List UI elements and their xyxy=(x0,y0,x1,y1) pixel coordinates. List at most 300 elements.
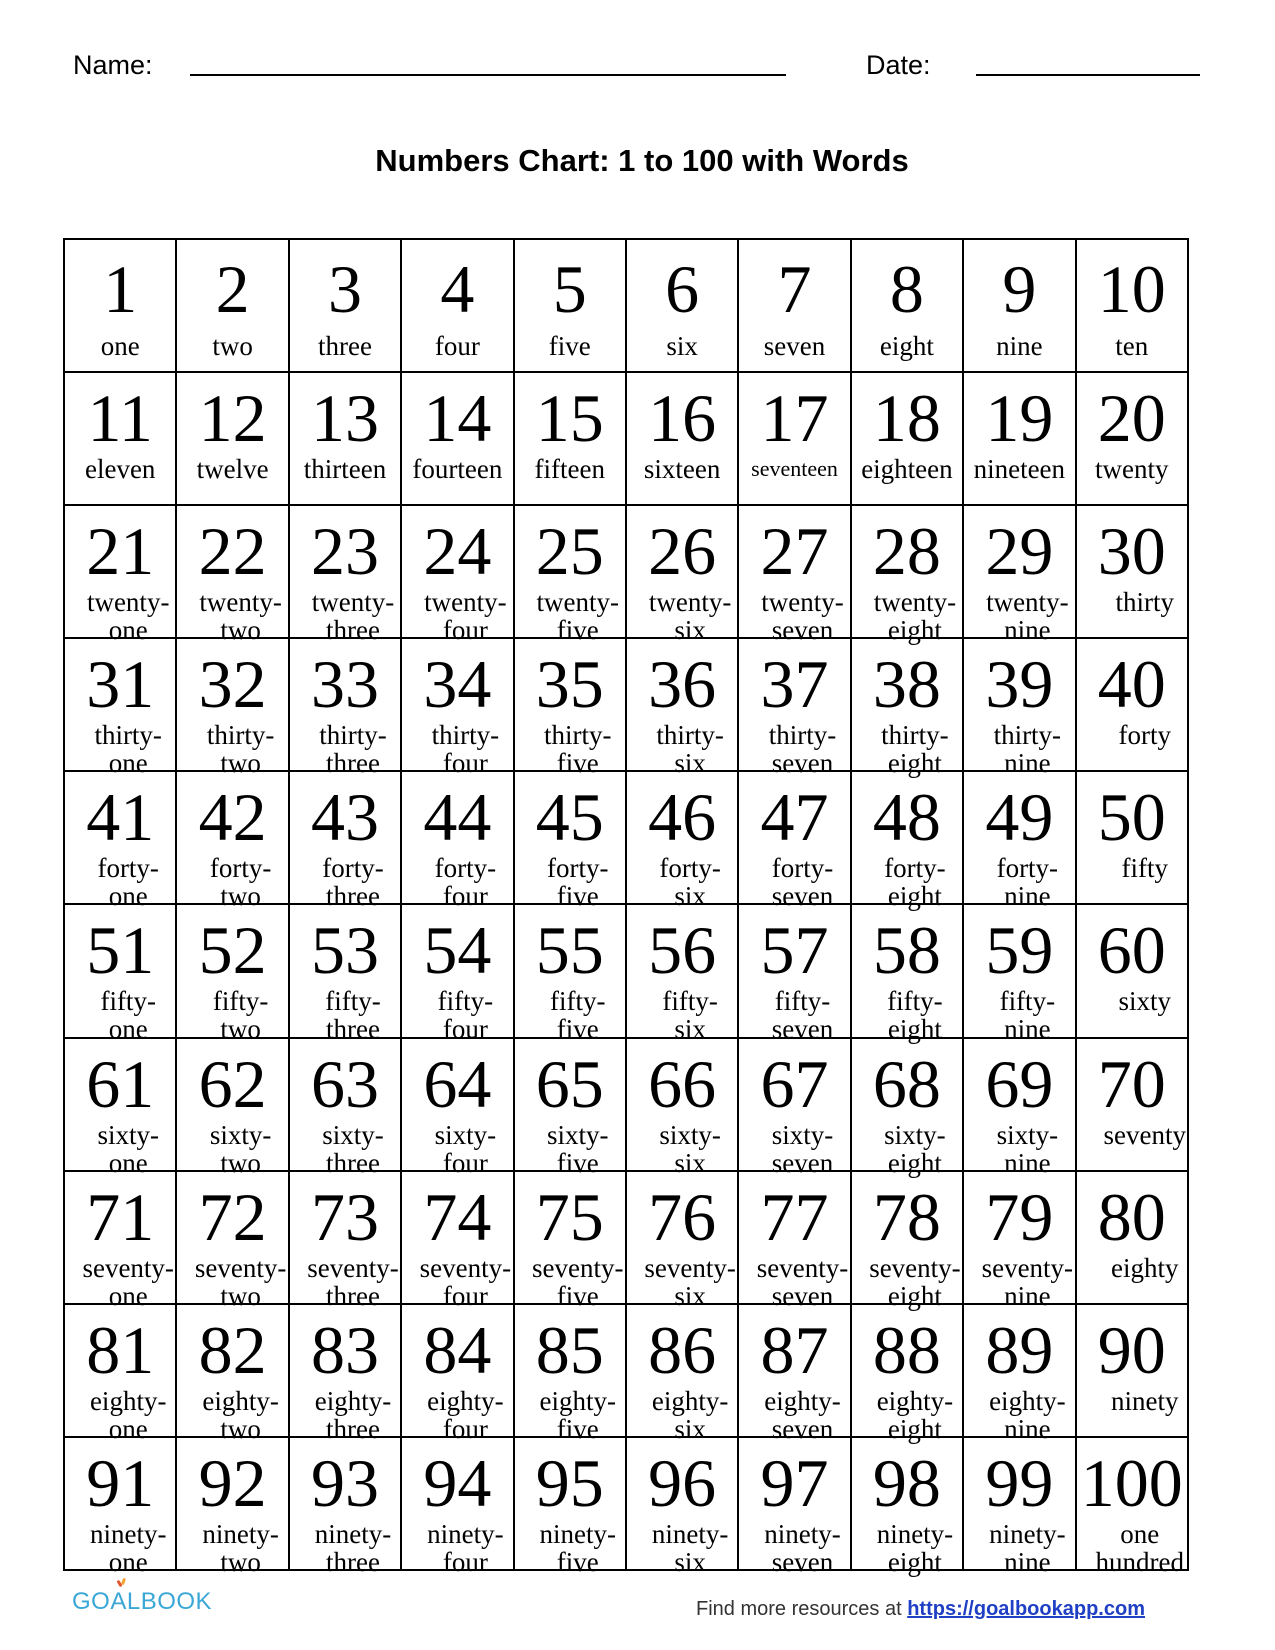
number-digit: 71 xyxy=(86,1178,155,1255)
number-cell xyxy=(851,1304,963,1444)
number-cell xyxy=(401,372,513,505)
number-digit: 26 xyxy=(648,513,717,590)
number-word: twenty- nine xyxy=(986,587,1069,646)
number-word: forty- two xyxy=(209,853,272,912)
number-cell xyxy=(963,1038,1075,1178)
number-cell xyxy=(401,1304,513,1444)
number-word: nine xyxy=(996,331,1043,361)
number-digit: 2 xyxy=(215,251,250,327)
number-digit: 95 xyxy=(535,1444,604,1521)
number-cell xyxy=(963,505,1075,646)
number-cell xyxy=(1076,239,1188,372)
number-cell xyxy=(64,1304,176,1444)
number-word: fifty- six xyxy=(662,986,718,1045)
footer-resources xyxy=(696,1598,1145,1621)
grid-row xyxy=(64,904,1188,1037)
number-word: ninety- eight xyxy=(876,1518,954,1577)
number-word: one xyxy=(100,331,140,361)
number-word: ninety xyxy=(1111,1385,1179,1416)
number-cell xyxy=(176,372,288,505)
number-digit: 60 xyxy=(1097,912,1166,989)
number-word: forty xyxy=(1118,720,1171,751)
number-word: ninety- three xyxy=(314,1518,392,1577)
number-cell xyxy=(64,904,176,1045)
number-cell xyxy=(514,505,626,646)
number-cell xyxy=(738,904,850,1045)
number-cell xyxy=(1076,372,1188,505)
number-word: seventy- five xyxy=(532,1252,624,1311)
number-digit: 6 xyxy=(665,251,700,327)
number-digit: 48 xyxy=(872,779,941,856)
number-digit: 31 xyxy=(86,646,155,723)
number-cell xyxy=(851,1038,963,1178)
number-cell xyxy=(1076,1171,1188,1304)
number-cell xyxy=(289,771,401,912)
footer-resources-text: Find more resources at xyxy=(696,1598,908,1620)
number-digit: 89 xyxy=(985,1311,1054,1388)
number-digit: 45 xyxy=(535,779,604,856)
number-word: twenty- five xyxy=(536,587,619,646)
number-digit: 88 xyxy=(872,1311,941,1388)
number-digit: 28 xyxy=(872,513,941,590)
number-word: ninety- seven xyxy=(764,1518,841,1577)
number-digit: 65 xyxy=(535,1045,604,1122)
number-digit: 63 xyxy=(310,1045,379,1122)
number-word: sixty- two xyxy=(209,1119,272,1178)
grid-row xyxy=(64,771,1188,904)
goalbook-link[interactable]: https://goalbookapp.com xyxy=(907,1598,1145,1620)
number-digit: 84 xyxy=(423,1311,492,1388)
number-word: thirty- six xyxy=(656,720,724,779)
number-word: eleven xyxy=(84,454,156,485)
number-cell xyxy=(1076,1038,1188,1171)
number-cell xyxy=(1076,771,1188,904)
grid-row xyxy=(64,1038,1188,1171)
number-cell xyxy=(963,372,1075,505)
number-cell xyxy=(514,904,626,1045)
number-cell xyxy=(738,1171,850,1311)
number-word: eighty- two xyxy=(202,1385,279,1444)
number-digit: 68 xyxy=(872,1045,941,1122)
number-word: thirty- five xyxy=(544,720,612,779)
number-digit: 4 xyxy=(440,251,475,327)
number-cell xyxy=(963,904,1075,1045)
number-cell xyxy=(738,239,850,372)
number-word: forty- seven xyxy=(771,853,834,912)
number-digit: 13 xyxy=(310,380,379,457)
number-digit: 54 xyxy=(423,912,492,989)
number-digit: 29 xyxy=(985,513,1054,590)
number-cell xyxy=(514,638,626,779)
number-word: ninety- two xyxy=(202,1518,279,1577)
number-digit: 93 xyxy=(310,1444,379,1521)
number-digit: 50 xyxy=(1097,779,1166,856)
number-cell xyxy=(176,904,288,1045)
number-digit: 32 xyxy=(198,646,267,723)
number-word: fifty- five xyxy=(550,986,606,1045)
number-cell xyxy=(176,1304,288,1444)
number-word: twenty xyxy=(1095,454,1169,485)
number-word: sixty- nine xyxy=(996,1119,1059,1178)
page-title: Numbers Chart: 1 to 100 with Words xyxy=(375,143,909,178)
number-digit: 15 xyxy=(535,380,604,457)
number-cell xyxy=(851,771,963,912)
number-cell xyxy=(963,239,1075,372)
number-digit: 14 xyxy=(423,380,492,457)
number-word: eighty- seven xyxy=(764,1385,841,1444)
number-digit: 44 xyxy=(423,779,492,856)
number-word: twenty- four xyxy=(424,587,507,646)
number-word: eighty- five xyxy=(539,1385,616,1444)
numbers-grid xyxy=(63,238,1189,1577)
number-word: ninety- one xyxy=(89,1518,167,1577)
number-digit: 98 xyxy=(872,1444,941,1521)
number-digit: 19 xyxy=(985,380,1054,457)
number-digit: 3 xyxy=(327,251,362,327)
number-cell xyxy=(963,1437,1075,1577)
number-digit: 49 xyxy=(985,779,1054,856)
number-word: sixty- seven xyxy=(771,1119,834,1178)
number-digit: 18 xyxy=(872,380,941,457)
number-cell xyxy=(401,904,513,1045)
number-word: forty- nine xyxy=(996,853,1059,912)
number-digit: 82 xyxy=(198,1311,267,1388)
number-word: seventy xyxy=(1103,1119,1186,1150)
number-word: thirteen xyxy=(303,454,387,485)
number-cell xyxy=(626,1171,738,1311)
number-digit: 96 xyxy=(648,1444,717,1521)
number-digit: 99 xyxy=(985,1444,1054,1521)
number-digit: 21 xyxy=(86,513,155,590)
name-line[interactable] xyxy=(190,74,786,76)
number-word: nineteen xyxy=(973,454,1066,485)
number-word: forty- six xyxy=(659,853,721,912)
number-word: thirty- seven xyxy=(768,720,837,779)
number-digit: 57 xyxy=(760,912,829,989)
number-digit: 92 xyxy=(198,1444,267,1521)
number-digit: 80 xyxy=(1097,1178,1166,1255)
number-cell xyxy=(626,904,738,1045)
number-digit: 77 xyxy=(760,1178,829,1255)
number-digit: 22 xyxy=(198,513,267,590)
number-digit: 59 xyxy=(985,912,1054,989)
number-cell xyxy=(176,1038,288,1178)
number-word: seventy- nine xyxy=(981,1252,1074,1311)
number-cell xyxy=(514,239,626,372)
number-cell xyxy=(963,771,1075,912)
number-digit: 16 xyxy=(648,380,717,457)
number-digit: 73 xyxy=(310,1178,379,1255)
number-word: fifty xyxy=(1121,853,1168,884)
number-word: sixty- five xyxy=(547,1119,609,1178)
number-cell xyxy=(514,1038,626,1178)
number-cell xyxy=(401,771,513,912)
number-cell xyxy=(851,372,963,505)
number-digit: 30 xyxy=(1097,513,1166,590)
number-digit: 20 xyxy=(1097,380,1166,457)
number-cell xyxy=(401,505,513,646)
number-digit: 97 xyxy=(760,1444,829,1521)
number-word: eighty- eight xyxy=(876,1385,954,1444)
number-cell xyxy=(963,1304,1075,1444)
name-label: Name: xyxy=(73,50,153,80)
number-digit: 35 xyxy=(535,646,604,723)
logo-spark-icon xyxy=(116,1578,126,1588)
number-cell xyxy=(401,239,513,372)
number-digit: 1 xyxy=(103,251,138,327)
grid-row xyxy=(64,638,1188,771)
number-digit: 37 xyxy=(760,646,829,723)
number-word: ninety- nine xyxy=(989,1518,1066,1577)
grid-row xyxy=(64,239,1188,372)
number-word: fifty- three xyxy=(325,986,381,1045)
number-word: seventy- seven xyxy=(756,1252,849,1311)
number-cell xyxy=(851,1437,963,1577)
number-digit: 75 xyxy=(535,1178,604,1255)
number-word: twenty- three xyxy=(311,587,395,646)
number-word: seventy- two xyxy=(194,1252,287,1311)
goalbook-logo xyxy=(72,1588,212,1616)
number-word: twelve xyxy=(196,454,269,485)
number-word: four xyxy=(434,331,480,361)
number-word: eighty- six xyxy=(651,1385,729,1444)
number-digit: 10 xyxy=(1097,251,1166,327)
grid-row xyxy=(64,1171,1188,1304)
number-word: seventy- one xyxy=(82,1252,174,1311)
number-word: sixty- one xyxy=(97,1119,159,1178)
number-cell xyxy=(401,1038,513,1178)
number-digit: 36 xyxy=(648,646,717,723)
number-cell xyxy=(738,1038,850,1178)
number-cell xyxy=(514,1437,626,1577)
number-digit: 46 xyxy=(648,779,717,856)
number-cell xyxy=(1076,505,1188,638)
number-digit: 64 xyxy=(423,1045,492,1122)
number-cell xyxy=(64,505,176,646)
number-cell xyxy=(64,771,176,912)
number-digit: 23 xyxy=(310,513,379,590)
number-word: fifty- seven xyxy=(771,986,834,1045)
number-cell xyxy=(176,239,288,372)
number-word: thirty xyxy=(1115,587,1174,618)
number-word: forty- three xyxy=(322,853,384,912)
grid-row xyxy=(64,505,1188,638)
number-word: seventy- three xyxy=(307,1252,399,1311)
logo-text: GOALBOOK xyxy=(72,1588,213,1615)
number-cell xyxy=(64,638,176,779)
number-digit: 85 xyxy=(535,1311,604,1388)
number-cell xyxy=(514,771,626,912)
number-digit: 25 xyxy=(535,513,604,590)
number-word: seven xyxy=(763,331,826,361)
number-word: seventy- six xyxy=(644,1252,736,1311)
number-word: sixty- four xyxy=(434,1119,497,1178)
number-word: two xyxy=(212,331,253,361)
number-cell xyxy=(1076,1437,1188,1577)
number-word: sixteen xyxy=(643,454,721,485)
number-digit: 40 xyxy=(1097,646,1166,723)
number-digit: 38 xyxy=(872,646,941,723)
number-digit: 100 xyxy=(1080,1444,1183,1521)
number-cell xyxy=(851,1171,963,1311)
number-cell xyxy=(64,1038,176,1178)
number-word: fifty- two xyxy=(212,986,269,1045)
number-digit: 69 xyxy=(985,1045,1054,1122)
number-word: ninety- four xyxy=(427,1518,504,1577)
number-cell xyxy=(289,1437,401,1577)
number-digit: 74 xyxy=(423,1178,492,1255)
number-digit: 66 xyxy=(648,1045,717,1122)
number-digit: 9 xyxy=(1002,251,1037,327)
grid-row xyxy=(64,372,1188,505)
number-word: fifteen xyxy=(534,454,605,485)
number-cell xyxy=(1076,638,1188,771)
number-digit: 72 xyxy=(198,1178,267,1255)
number-word: one hundred xyxy=(1095,1518,1184,1577)
number-cell xyxy=(851,904,963,1045)
number-digit: 86 xyxy=(648,1311,717,1388)
number-digit: 70 xyxy=(1097,1045,1166,1122)
number-word: eighty- one xyxy=(89,1385,167,1444)
number-word: eighteen xyxy=(861,454,953,485)
number-cell xyxy=(626,771,738,912)
number-word: twenty- six xyxy=(648,587,732,646)
number-word: three xyxy=(317,331,372,361)
number-cell xyxy=(289,372,401,505)
number-cell xyxy=(176,638,288,779)
number-digit: 56 xyxy=(648,912,717,989)
number-cell xyxy=(176,505,288,646)
date-line[interactable] xyxy=(976,74,1200,76)
number-digit: 47 xyxy=(760,779,829,856)
number-cell xyxy=(289,638,401,779)
number-word: six xyxy=(666,331,698,361)
number-word: fifty- one xyxy=(100,986,156,1045)
number-word: ninety- six xyxy=(651,1518,729,1577)
number-digit: 39 xyxy=(985,646,1054,723)
number-digit: 33 xyxy=(310,646,379,723)
number-digit: 78 xyxy=(872,1178,941,1255)
number-cell xyxy=(738,372,850,505)
number-word: forty- eight xyxy=(884,853,946,912)
date-label: Date: xyxy=(866,50,931,80)
number-digit: 79 xyxy=(985,1178,1054,1255)
number-word: thirty- three xyxy=(319,720,387,779)
number-digit: 41 xyxy=(86,779,155,856)
number-word: eight xyxy=(879,331,934,361)
number-word: forty- five xyxy=(547,853,609,912)
number-digit: 90 xyxy=(1097,1311,1166,1388)
number-cell xyxy=(626,1038,738,1178)
number-cell xyxy=(64,372,176,505)
number-cell xyxy=(738,505,850,646)
number-cell xyxy=(289,904,401,1045)
number-cell xyxy=(626,239,738,372)
number-digit: 12 xyxy=(198,380,267,457)
number-word: sixty- three xyxy=(322,1119,384,1178)
number-cell xyxy=(64,1171,176,1311)
number-cell xyxy=(401,1171,513,1311)
number-cell xyxy=(1076,904,1188,1037)
number-digit: 67 xyxy=(760,1045,829,1122)
number-digit: 91 xyxy=(86,1444,155,1521)
number-word: forty- one xyxy=(97,853,159,912)
number-cell xyxy=(626,372,738,505)
number-cell xyxy=(289,1304,401,1444)
number-cell xyxy=(514,1171,626,1311)
number-cell xyxy=(851,505,963,646)
number-word: forty- four xyxy=(434,853,497,912)
number-digit: 53 xyxy=(310,912,379,989)
number-cell xyxy=(401,638,513,779)
number-digit: 76 xyxy=(648,1178,717,1255)
number-word: thirty- one xyxy=(94,720,162,779)
number-digit: 81 xyxy=(86,1311,155,1388)
number-cell xyxy=(626,638,738,779)
number-word: thirty- eight xyxy=(881,720,949,779)
number-digit: 58 xyxy=(872,912,941,989)
number-digit: 94 xyxy=(423,1444,492,1521)
number-word: eighty- nine xyxy=(989,1385,1066,1444)
number-word: sixty- six xyxy=(659,1119,721,1178)
number-digit: 24 xyxy=(423,513,492,590)
grid-row xyxy=(64,1437,1188,1570)
number-word: twenty- two xyxy=(199,587,282,646)
number-cell xyxy=(401,1437,513,1577)
number-cell xyxy=(738,1437,850,1577)
number-word: sixty- eight xyxy=(884,1119,946,1178)
number-digit: 61 xyxy=(86,1045,155,1122)
number-word: seventy- eight xyxy=(869,1252,961,1311)
number-word: eighty- four xyxy=(427,1385,504,1444)
number-word: twenty- eight xyxy=(873,587,957,646)
number-word: twenty- one xyxy=(86,587,170,646)
number-word: fifty- nine xyxy=(999,986,1056,1045)
number-digit: 42 xyxy=(198,779,267,856)
number-digit: 27 xyxy=(760,513,829,590)
number-digit: 62 xyxy=(198,1045,267,1122)
number-digit: 34 xyxy=(423,646,492,723)
number-cell xyxy=(176,1437,288,1577)
number-word: seventeen xyxy=(751,456,838,482)
number-cell xyxy=(289,1038,401,1178)
number-cell xyxy=(738,638,850,779)
number-digit: 51 xyxy=(86,912,155,989)
number-digit: 55 xyxy=(535,912,604,989)
number-cell xyxy=(851,239,963,372)
number-cell xyxy=(963,638,1075,779)
number-digit: 7 xyxy=(777,251,812,327)
number-cell xyxy=(289,1171,401,1311)
number-cell xyxy=(514,372,626,505)
number-word: ten xyxy=(1115,331,1149,361)
number-word: twenty- seven xyxy=(761,587,844,646)
number-digit: 52 xyxy=(198,912,267,989)
number-word: sixty xyxy=(1118,986,1172,1017)
number-word: ninety- five xyxy=(539,1518,616,1577)
number-word: fourteen xyxy=(412,454,503,485)
number-cell xyxy=(626,1304,738,1444)
number-digit: 5 xyxy=(552,251,587,327)
number-cell xyxy=(514,1304,626,1444)
number-word: thirty- nine xyxy=(993,720,1062,779)
number-cell xyxy=(64,1437,176,1577)
number-word: fifty- four xyxy=(437,986,494,1045)
number-word: eighty- three xyxy=(314,1385,392,1444)
number-cell xyxy=(176,1171,288,1311)
number-word: fifty- eight xyxy=(887,986,943,1045)
number-word: thirty- four xyxy=(431,720,500,779)
